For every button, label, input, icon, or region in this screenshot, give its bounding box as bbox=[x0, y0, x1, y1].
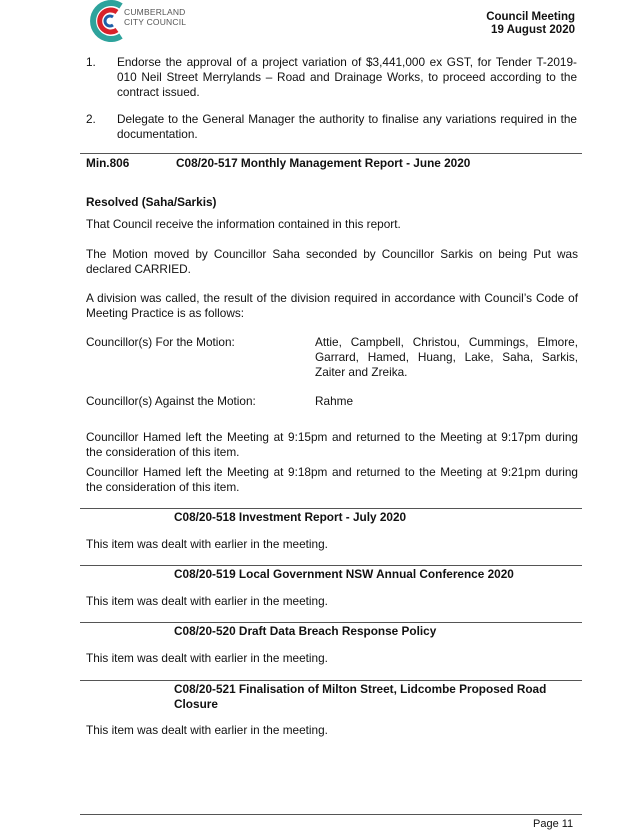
logo-wordmark: CUMBERLAND CITY COUNCIL bbox=[124, 7, 187, 27]
resolved-heading: Resolved (Saha/Sarkis) bbox=[86, 195, 217, 209]
recommendation-text: Endorse the approval of a project variation of $3,441,000 ex GST, for Tender T-2019-010 Neil Street Merrylands – Road and Drainage Works, to proceed according to the contract issued. bbox=[117, 55, 577, 99]
meeting-name: Council Meeting bbox=[486, 11, 575, 23]
item-note: This item was dealt with earlier in the meeting. bbox=[86, 723, 328, 737]
against-label: Councillor(s) Against the Motion: bbox=[86, 394, 256, 408]
recommendation-text: Delegate to the General Manager the authority to finalise any variations required in the documentation. bbox=[117, 112, 577, 141]
item-title: C08/20-518 Investment Report - July 2020 bbox=[174, 510, 407, 524]
section-divider bbox=[80, 508, 582, 509]
attendance-note: Councillor Hamed left the Meeting at 9:15pm and returned to the Meeting at 9:17pm during the consideration of this item. bbox=[86, 430, 578, 459]
item-title: C08/20-519 Local Government NSW Annual Conference 2020 bbox=[174, 567, 514, 581]
item-title: C08/20-517 Monthly Management Report - June 2020 bbox=[176, 156, 471, 170]
for-label: Councillor(s) For the Motion: bbox=[86, 335, 235, 349]
item-title: C08/20-521 Finalisation of Milton Street, Lidcombe Proposed Road Closure bbox=[174, 682, 547, 711]
section-divider bbox=[80, 565, 582, 566]
motion-text: The Motion moved by Councillor Saha seconded by Councillor Sarkis on being Put was declared CARRIED. bbox=[86, 247, 578, 276]
minute-number: Min.806 bbox=[86, 156, 130, 170]
section-divider bbox=[80, 680, 582, 681]
for-councillors: Attie, Campbell, Christou, Cummings, Elmore, Garrard, Hamed, Huang, Lake, Saha, Sarkis, Zaiter and Zreika. bbox=[315, 335, 578, 379]
meeting-header bbox=[486, 11, 575, 37]
meeting-date: 19 August 2020 bbox=[491, 24, 575, 36]
section-divider bbox=[80, 153, 582, 154]
item-note: This item was dealt with earlier in the meeting. bbox=[86, 537, 328, 551]
footer-divider bbox=[80, 814, 582, 815]
item-title: C08/20-520 Draft Data Breach Response Policy bbox=[174, 624, 437, 638]
page-number: Page 11 bbox=[533, 818, 574, 830]
recommendation-number: 2. bbox=[86, 112, 96, 126]
item-note: This item was dealt with earlier in the meeting. bbox=[86, 594, 328, 608]
division-text: A division was called, the result of the division required in accordance with Council’s Code of Meeting Practice is as follows: bbox=[86, 291, 578, 320]
item-note: This item was dealt with earlier in the meeting. bbox=[86, 651, 328, 665]
recommendation-number: 1. bbox=[86, 55, 96, 69]
attendance-note: Councillor Hamed left the Meeting at 9:18pm and returned to the Meeting at 9:21pm during the consideration of this item. bbox=[86, 465, 578, 494]
resolution-text: That Council receive the information contained in this report. bbox=[86, 217, 401, 231]
against-councillors: Rahme bbox=[315, 394, 354, 408]
section-divider bbox=[80, 622, 582, 623]
